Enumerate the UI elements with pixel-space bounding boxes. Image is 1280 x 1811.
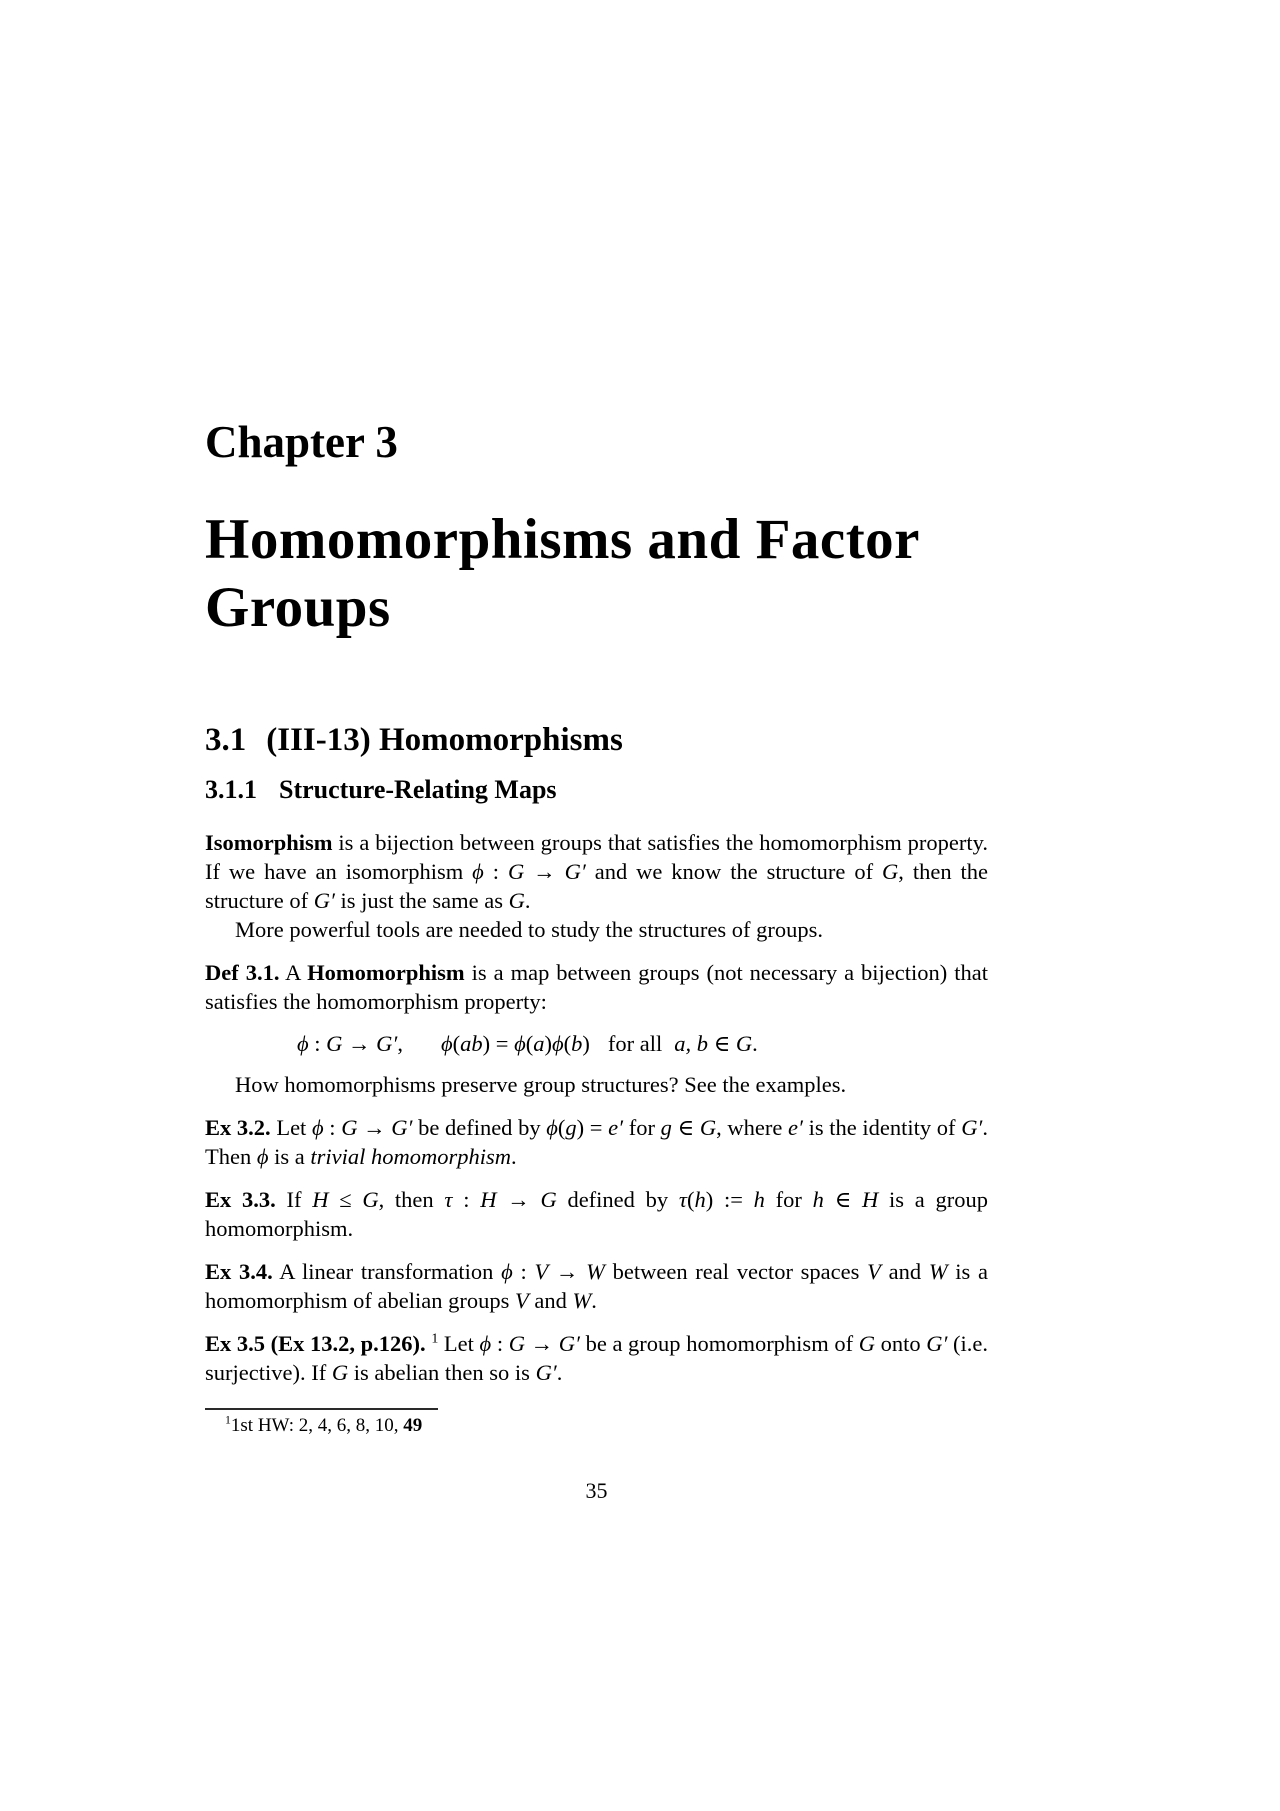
chapter-title <box>205 506 920 642</box>
example-3-2: Ex 3.2. Let ϕ : G → G′ be defined by ϕ(g) = e′ for g ∈ G, where e′ is the identity of G′. Then ϕ is a trivial homomorphism. <box>205 1115 988 1169</box>
example-3-4: Ex 3.4. A linear transformation ϕ : V → W between real vector spaces V and W is a homomorphism of abelian groups V and W. <box>205 1259 988 1313</box>
subsection-heading <box>205 777 557 803</box>
body-text <box>205 828 988 1387</box>
paragraph-more-tools: More powerful tools are needed to study the structures of groups. <box>235 917 823 942</box>
example-3-3: Ex 3.3. If H ≤ G, then τ : H → G defined by τ(h) := h for h ∈ H is a group homomorphism. <box>205 1187 988 1241</box>
chapter-title-line2: Groups <box>205 576 391 639</box>
subsection-number: 3.1.1 <box>205 775 257 804</box>
definition-3-1: Def 3.1. A Homomorphism is a map between groups (not necessary a bijection) that satisfies the homomorphism property: <box>205 960 988 1014</box>
example-3-5: Ex 3.5 (Ex 13.2, p.126). $^1$ Let ϕ : G → G′ be a group homomorphism of G onto G′ (i.e. surjective). If G is abelian then so is G′. <box>205 1331 989 1385</box>
section-title: (III-13) Homomorphisms <box>266 722 623 758</box>
equation-homomorphism-property: ϕ : G → G′, ϕ(ab) = ϕ(a)ϕ(b) for all a, b ∈ G. <box>297 1031 758 1056</box>
paragraph-how-homomorphisms: How homomorphisms preserve group structures? See the examples. <box>235 1072 847 1097</box>
section-heading <box>205 724 623 757</box>
section-number: 3.1 <box>205 722 247 758</box>
paragraph-isomorphism: Isomorphism is a bijection between groups that satisfies the homomorphism property. If we have an isomorphism ϕ : G → G′ and we know the structure of G, then the structure of G′ is just the same as G. <box>205 830 988 913</box>
footnote: $^1$1st HW: 2, 4, 6, 8, 10, 49 <box>225 1413 423 1436</box>
chapter-title-line1: Homomorphisms and Factor <box>205 508 920 571</box>
footnote-rule <box>205 1408 438 1410</box>
subsection-title: Structure-Relating Maps <box>279 775 557 804</box>
chapter-label: Chapter 3 <box>205 417 398 467</box>
text-column <box>205 0 988 1811</box>
page-number: 35 <box>585 1478 608 1503</box>
